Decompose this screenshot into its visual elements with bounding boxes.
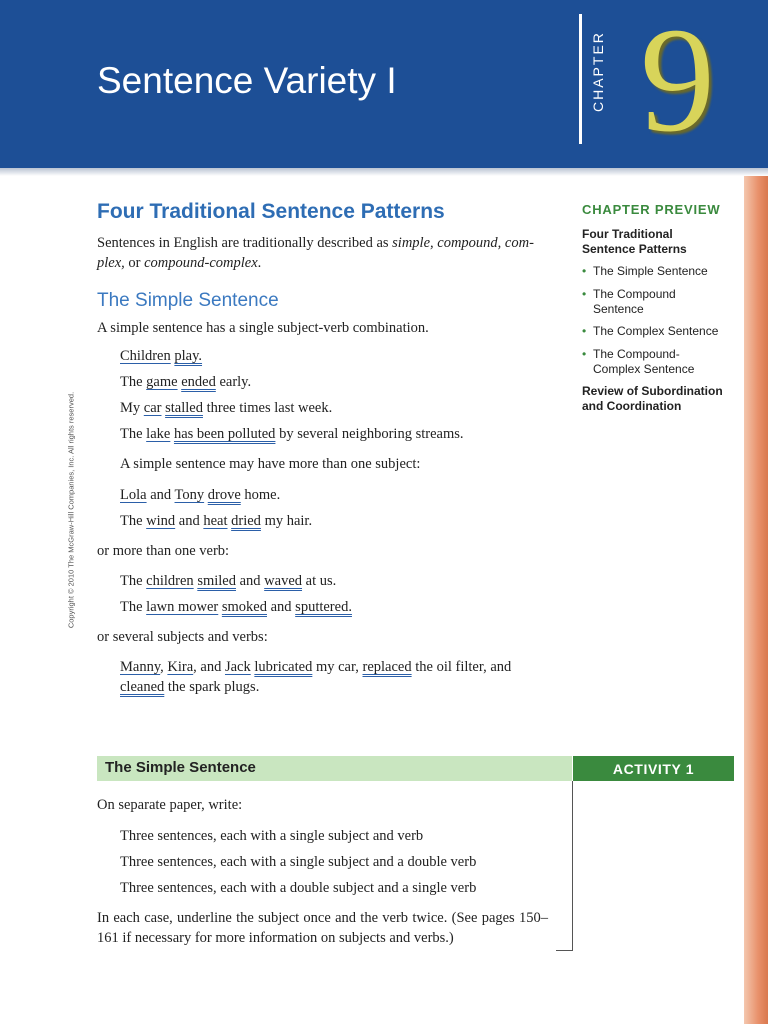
example-sentence: The wind and heat dried my hair.: [120, 513, 313, 529]
preview-item: The Complex Sentence: [593, 324, 719, 338]
explanation-text: or several subjects and verbs:: [97, 629, 268, 645]
explanation-text: or more than one verb:: [97, 543, 230, 559]
header-shadow: [0, 168, 768, 176]
activity-closing: In each case, underline the subject once and the verb twice. (See pages 150–161 if necessary for more information on subjects and verbs.): [97, 910, 548, 946]
chapter-number: 9: [640, 0, 715, 163]
chapter-label: CHAPTER: [590, 31, 606, 112]
section-heading: Four Traditional Sentence Patterns: [97, 200, 445, 223]
activity-instruction: On separate paper, write:: [97, 797, 243, 813]
subsection-heading: The Simple Sentence: [97, 290, 279, 311]
preview-item: The Compound-Complex Sentence: [593, 347, 695, 376]
chapter-preview-heading: CHAPTER PREVIEW: [582, 202, 721, 217]
copyright-notice: Copyright © 2010 The McGraw-Hill Companies, Inc. All rights reserved.: [66, 391, 76, 629]
example-sentence: Lola and Tony drove home.: [120, 487, 281, 503]
preview-item: The Simple Sentence: [593, 264, 708, 278]
explanation-text: A simple sentence may have more than one subject:: [120, 456, 421, 472]
bullet-icon: •: [582, 347, 587, 361]
example-sentence: The lawn mower smoked and sputtered.: [120, 599, 352, 615]
intro-paragraph: Sentences in English are traditionally described as simple, compound, com- plex, or compound-complex.: [97, 235, 534, 271]
bullet-icon: •: [582, 287, 587, 301]
preview-item: The Compound Sentence: [593, 287, 676, 316]
page-edge-tab: [744, 176, 768, 1024]
chapter-title: Sentence Variety I: [97, 60, 397, 101]
activity-bracket-foot: [556, 950, 573, 951]
example-sentence: The lake has been polluted by several neighboring streams.: [120, 426, 464, 442]
bullet-icon: •: [582, 324, 587, 338]
example-sentence: The children smiled and waved at us.: [120, 573, 337, 589]
example-sentence-continued: cleaned the spark plugs.: [120, 679, 260, 695]
activity-bracket-line: [572, 781, 573, 951]
example-sentence: Children play.: [120, 348, 203, 364]
example-sentence: My car stalled three times last week.: [120, 400, 333, 416]
activity-item: Three sentences, each with a single subject and verb: [120, 828, 424, 844]
bullet-icon: •: [582, 264, 587, 278]
example-sentence: The game ended early.: [120, 374, 252, 390]
activity-item: Three sentences, each with a single subject and a double verb: [120, 854, 477, 870]
activity-item: Three sentences, each with a double subject and a single verb: [120, 880, 477, 896]
activity-title: The Simple Sentence: [105, 759, 256, 776]
activity-badge: ACTIVITY 1: [573, 756, 734, 781]
example-sentence: Manny, Kira, and Jack lubricated my car, replaced the oil filter, and: [120, 659, 512, 675]
chapter-divider: [579, 14, 582, 144]
preview-group-title: Four Traditional Sentence Patterns: [582, 227, 687, 256]
preview-group-title: Review of Subordination and Coordination: [582, 384, 723, 413]
definition-text: A simple sentence has a single subject-verb combination.: [97, 320, 429, 336]
